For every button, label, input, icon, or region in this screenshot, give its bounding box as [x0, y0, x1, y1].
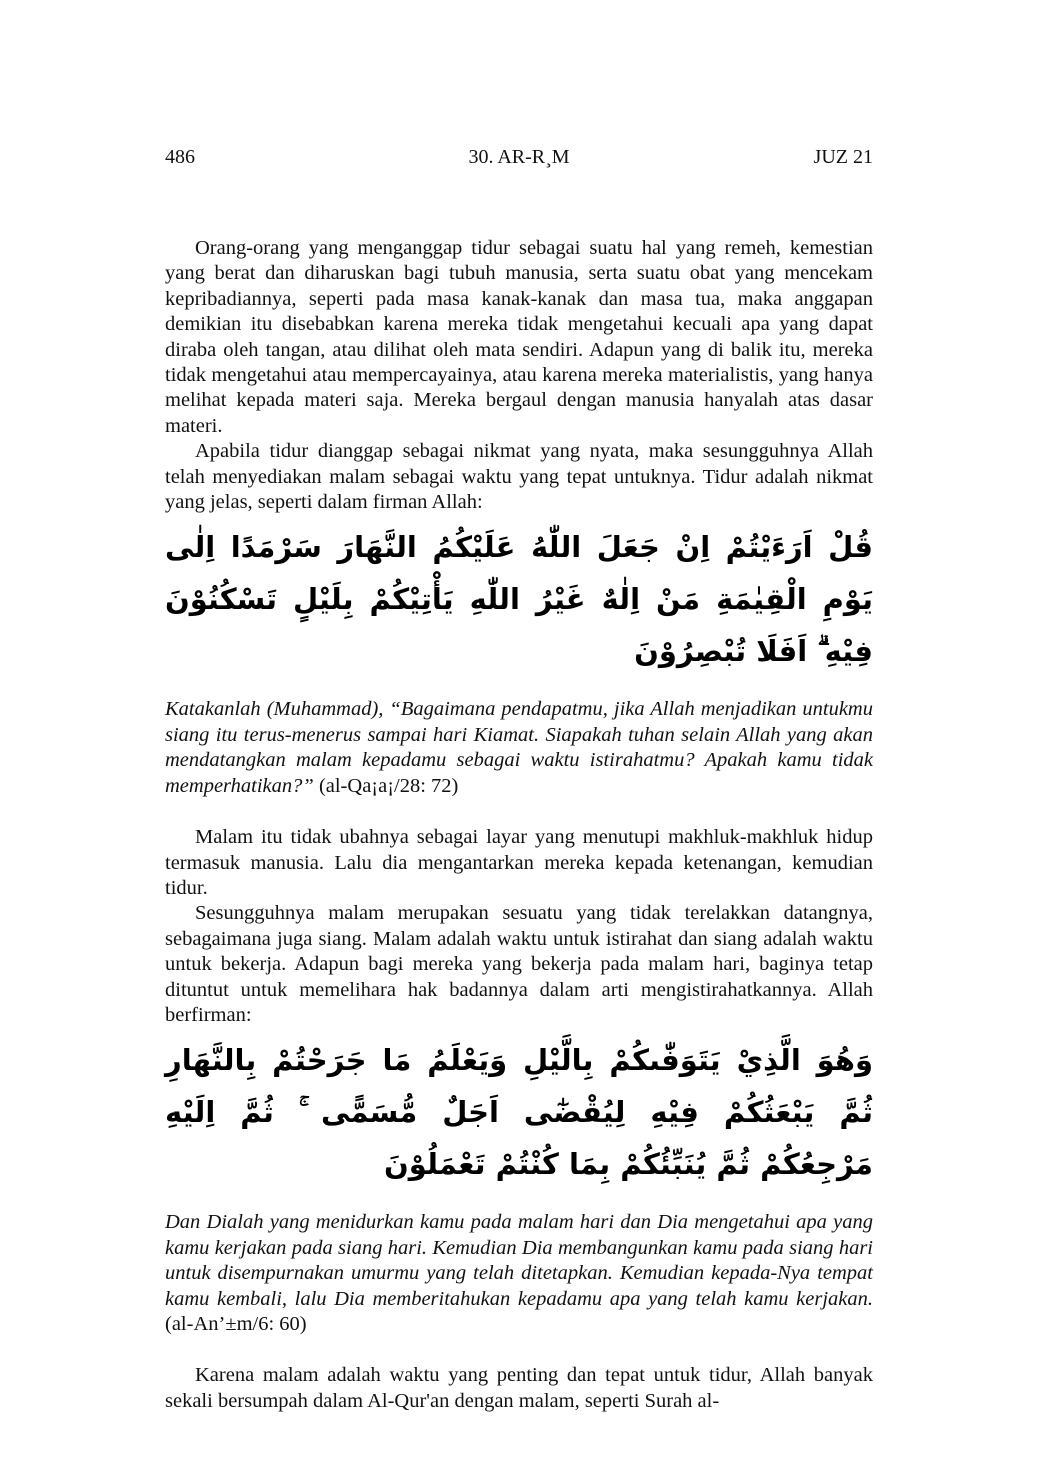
surah-title: 30. AR-R¸M: [468, 146, 570, 168]
translation-1: [165, 697, 873, 799]
paragraph-5: Karena malam adalah waktu yang penting dan tepat untuk tidur, Allah banyak sekali bersumpah dalam Al-Qur'an dengan malam, seperti Surah al-: [165, 1364, 873, 1412]
paragraph-1: Orang-orang yang menganggap tidur sebagai suatu hal yang remeh, kemestian yang berat dan diharuskan bagi tubuh manusia, serta suatu obat yang mencekam kepribadiannya, seperti pada masa kanak-kanak dan masa tua, maka anggapan demikian itu disebabkan karena mereka tidak mengetahui kecuali apa yang dapat diraba oleh tangan, atau dilihat oleh mata sendiri. Adapun yang di balik itu, mereka tidak mengetahui atau mempercayainya, atau karena mereka materialistis, yang hanya melihat kepada materi saja. Mereka bergaul dengan manusia hanyalah atas dasar materi.: [165, 237, 873, 437]
translation-1-text: Katakanlah (Muhammad), “Bagaimana pendapatmu, jika Allah menjadikan untukmu siang itu terus-menerus sampai hari Kiamat. Siapakah tuhan selain Allah yang akan mendatangkan malam kepadamu sebagai waktu istirahatmu? Apakah kamu tidak memperhatikan?”: [165, 698, 873, 797]
page-number: 486: [165, 146, 195, 168]
page-body: [165, 236, 873, 1414]
running-header: [165, 146, 873, 174]
quran-verse-2: وَهُوَ الَّذِيْ يَتَوَفّٰىكُمْ بِالَّيْلِ وَيَعْلَمُ مَا جَرَحْتُمْ بِالنَّهَارِ ثُمَّ يَبْعَثُكُمْ فِيْهِ لِيُقْضٰٓى اَجَلٌ مُّسَمًّى ۚ ثُمَّ اِلَيْهِ مَرْجِعُكُمْ ثُمَّ يُنَبِّئُكُمْ بِمَا كُنْتُمْ تَعْمَلُوْنَ: [165, 1043, 873, 1182]
paragraph-3: Malam itu tidak ubahnya sebagai layar yang menutupi makhluk-makhluk hidup termasuk manusia. Lalu dia mengantarkan mereka kepada ketenangan, kemudian tidur.: [165, 826, 873, 899]
quran-verse-1: قُلْ اَرَءَيْتُمْ اِنْ جَعَلَ اللّٰهُ عَلَيْكُمُ النَّهَارَ سَرْمَدًا اِلٰى يَوْمِ الْقِيٰمَةِ مَنْ اِلٰهٌ غَيْرُ اللّٰهِ يَأْتِيْكُمْ بِلَيْلٍ تَسْكُنُوْنَ فِيْهِ ۗ اَفَلَا تُبْصِرُوْنَ: [165, 530, 873, 669]
verse-reference-2: (al-An’±m/6: 60): [165, 1312, 307, 1335]
paragraph-2: Apabila tidur dianggap sebagai nikmat yang nyata, maka sesungguhnya Allah telah menyediakan malam sebagai waktu yang tepat untuknya. Tidur adalah nikmat yang jelas, seperti dalam firman Allah:: [165, 440, 873, 514]
verse-reference-1: (al-Qa¡a¡/28: 72): [318, 774, 459, 797]
translation-2-text: Dan Dialah yang menidurkan kamu pada malam hari dan Dia mengetahui apa yang kamu kerjakan pada siang hari. Kemudian Dia membangunkan kamu pada siang hari untuk disempurnakan umurmu yang telah ditetapkan. Kemudian kepada-Nya tempat kamu kembali, lalu Dia memberitahukan kepadamu apa yang telah kamu kerjakan.: [165, 1211, 873, 1310]
paragraph-4: Sesungguhnya malam merupakan sesuatu yang tidak terelakkan datangnya, sebagaimana juga siang. Malam adalah waktu untuk istirahat dan siang adalah waktu untuk bekerja. Adapun bagi mereka yang bekerja pada malam hari, baginya tetap dituntut untuk memelihara hak badannya dalam arti mengistirahatkannya. Allah berfirman:: [165, 902, 873, 1026]
translation-2: [165, 1210, 873, 1337]
juz-label: JUZ 21: [813, 146, 873, 168]
